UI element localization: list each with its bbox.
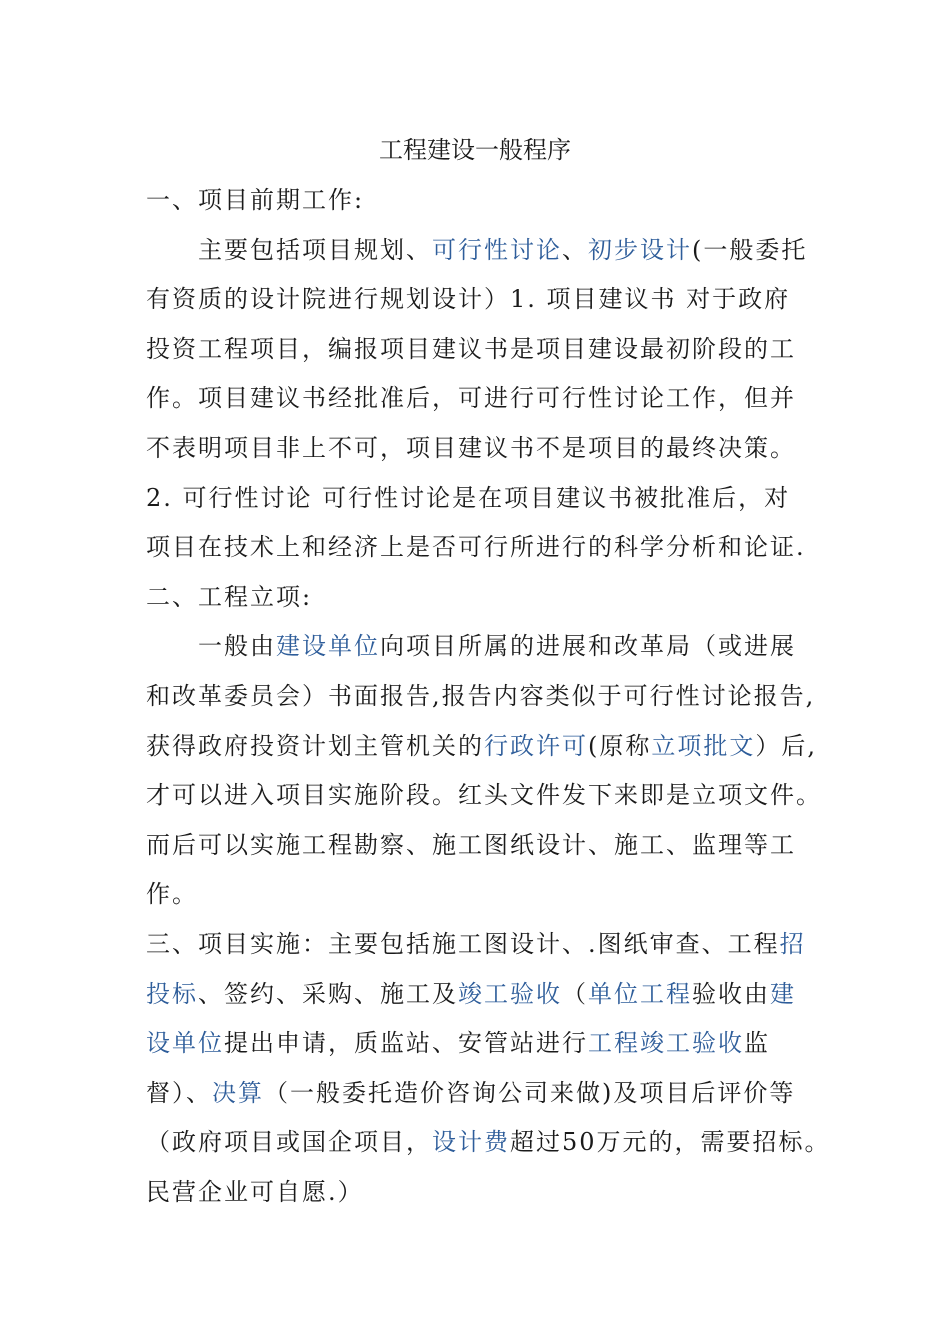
text-run: 项目在技术上和经济上是否可行所进行的科学分析和论证. (146, 533, 806, 562)
text-run: 获得政府投资计划主管机关的 (146, 731, 484, 760)
text-run: 2. 可行性讨论 可行性讨论是在项目建议书被批准后，对 (146, 483, 791, 512)
hyperlink-term[interactable]: 行政许可 (484, 731, 588, 760)
text-line (146, 924, 806, 964)
text-line (146, 1122, 831, 1162)
text-run: 验收由 (692, 979, 770, 1008)
text-run: 向项目所属的进展和改革局（或进展 (380, 632, 796, 661)
text-run: 超过50万元的，需要招标。 (510, 1128, 831, 1157)
text-run: 三、项目实施：主要包括施工图设计、.图纸审查、工程 (146, 930, 780, 958)
text-run: （政府项目或国企项目， (146, 1128, 432, 1157)
hyperlink-term[interactable]: 设单位 (146, 1029, 224, 1058)
text-line (146, 974, 796, 1014)
hyperlink-term[interactable]: 初步设计 (588, 235, 692, 264)
text-line (146, 726, 817, 766)
text-line (146, 329, 796, 369)
text-run: 一般由 (146, 632, 276, 661)
text-line (146, 279, 790, 319)
text-line (146, 775, 822, 815)
hyperlink-term[interactable]: 单位工程 (588, 979, 692, 1008)
text-line (146, 577, 312, 617)
hyperlink-term[interactable]: 决算 (212, 1078, 264, 1107)
text-run: 、 (562, 235, 588, 264)
hyperlink-term[interactable]: 招 (779, 930, 806, 958)
text-line (146, 825, 796, 865)
text-run: 督）、 (146, 1078, 212, 1107)
text-line (146, 676, 815, 716)
text-run: （ (562, 979, 588, 1008)
text-line (146, 180, 364, 220)
text-run: 作。项目建议书经批准后，可进行可行性讨论工作，但并 (146, 384, 796, 413)
text-line (146, 478, 790, 518)
text-run: 民营企业可自愿.） (146, 1178, 364, 1206)
text-run: 、签约、采购、施工及 (198, 979, 458, 1008)
text-run: 才可以进入项目实施阶段。红头文件发下来即是立项文件。 (146, 781, 822, 810)
text-run: 和改革委员会）书面报告,报告内容类似于可行性讨论报告, (146, 682, 816, 710)
text-run: 监 (744, 1029, 770, 1058)
hyperlink-term[interactable]: 立项批文 (651, 731, 756, 760)
text-line (146, 626, 796, 666)
hyperlink-term[interactable]: 可行性讨论 (432, 235, 562, 264)
hyperlink-term[interactable]: 设计费 (432, 1128, 510, 1157)
text-line (146, 1023, 770, 1063)
text-line (146, 1172, 364, 1212)
text-run: 有资质的设计院进行规划设计）1. 项目建议书 对于政府 (146, 285, 791, 314)
text-run: 不表明项目非上不可，项目建议书不是项目的最终决策。 (146, 434, 796, 462)
text-run: 作。 (146, 880, 198, 909)
text-line (146, 378, 796, 418)
text-line (146, 428, 796, 468)
text-run: （一般委托造价咨询公司来做)及项目后评价等 (264, 1078, 796, 1107)
text-line (146, 1073, 795, 1113)
hyperlink-term[interactable]: 投标 (146, 979, 198, 1008)
text-run: 二、工程立项: (146, 582, 313, 611)
hyperlink-term[interactable]: 竣工验收 (458, 979, 562, 1008)
text-run: (原称 (588, 731, 652, 760)
text-run: 一、项目前期工作: (146, 186, 365, 214)
text-run: 提出申请，质监站、安管站进行 (224, 1029, 588, 1058)
text-line (146, 874, 198, 914)
text-run: (一般委托 (692, 235, 808, 264)
hyperlink-term[interactable]: 建设单位 (276, 632, 380, 661)
hyperlink-term[interactable]: 工程竣工验收 (588, 1029, 744, 1058)
hyperlink-term[interactable]: 建 (770, 979, 796, 1008)
document-title: 工程建设一般程序 (379, 136, 571, 164)
text-run: 投资工程项目，编报项目建议书是项目建设最初阶段的工 (146, 334, 796, 363)
text-line (146, 230, 807, 270)
text-run: ）后, (755, 731, 818, 760)
text-run: 而后可以实施工程勘察、施工图纸设计、施工、监理等工 (146, 830, 796, 859)
text-run: 主要包括项目规划、 (146, 235, 432, 264)
text-line (146, 527, 806, 567)
